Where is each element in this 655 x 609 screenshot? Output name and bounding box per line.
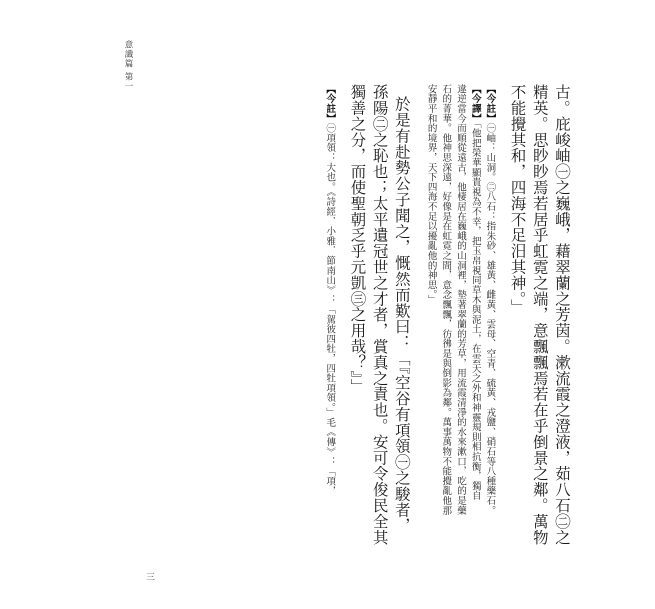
notes-1-line-1	[482, 84, 497, 564]
notes-2-text: ㊀項領：大也。《詩經．小雅．節南山》：「駕彼四牡，四牡項領。」毛《傳》：「項，	[324, 123, 336, 496]
notes-1-label: 【今註】	[484, 84, 496, 124]
translation-1-line-2: 違逆當今而順從遠古，他棲居在巍峨的山洞裡，墊著翠蘭的芳草，用流霞清淨的水來漱口，吃的是藥	[454, 84, 466, 516]
notes-2-label: 【今註】	[324, 84, 336, 124]
translation-1-line-3: 石的菁華。他神思深遠，好像是在虹霓之間，意念飄飄，彷彿是與倒影為鄰。萬事萬物不能攪亂他那	[440, 84, 452, 516]
paragraph-1-line-3: 不能攪其和，四海不足汨其神。」	[508, 84, 527, 315]
page-text	[150, 84, 573, 564]
paragraph-2-line-3: 獨善之分，而使聖朝乏乎元凱㊂之用哉？』」	[348, 84, 367, 395]
paragraph-1-line-2: 精英。思眇眇焉若居乎虹霓之端，意飄飄焉若在乎倒景之鄰。萬物	[530, 84, 549, 546]
page-number: 三	[146, 573, 156, 583]
paragraph-1-line-1: 古。庇峻岫㊀之巍峨，藉翠蘭之芳茵。漱流霞之澄液，茹八石㊁之	[553, 84, 571, 546]
translation-1-line-1	[467, 84, 482, 564]
translation-1-text: 「他把榮華顯貴視為不幸，把玉帛視同草木與泥土，在雲天之外和神靈規則相抗衡，獨自	[469, 123, 481, 501]
paragraph-2-line-2: 孫陽㊁之恥也；太平遺冠世之才者，賞真之責也。安可令俊民全其	[370, 84, 389, 546]
notes-2-line-1	[322, 84, 337, 564]
paragraph-2-line-1: 於是有赴勢公子聞之，慨然而歎曰：「『空谷有項領㊀之駿者，	[392, 96, 411, 534]
translation-1-line-4: 安靜平和的境界，天下四海不足以擾亂他的神思。」	[425, 84, 437, 305]
translation-1-label: 【今譯】	[469, 84, 481, 124]
running-header: 意識篇 第一	[123, 40, 133, 92]
notes-1-text: ㊀岫：山洞。㊁八石：指朱砂、雄黃、雌黃、雲母、空青、硫黃、戎鹽、硝石等八種藥石。	[484, 123, 496, 516]
